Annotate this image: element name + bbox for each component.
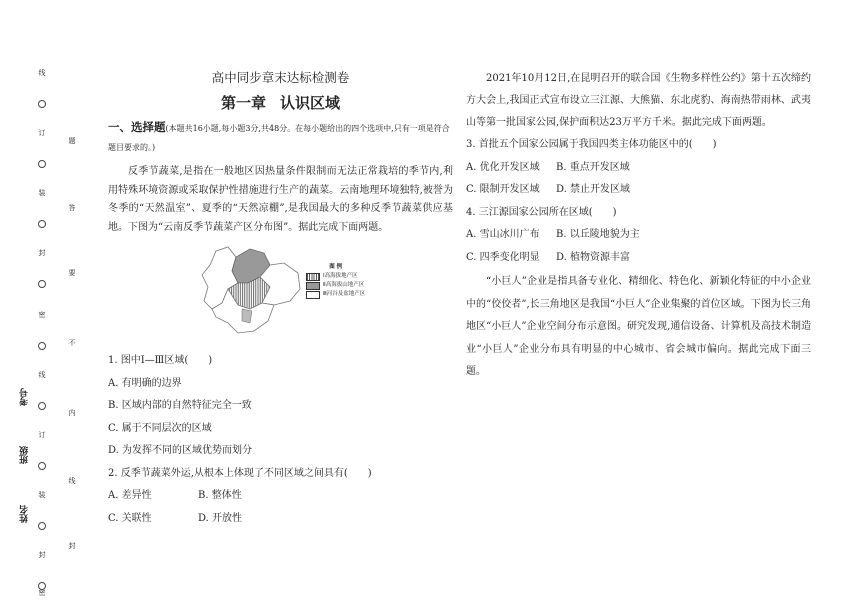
binding-hole-circle	[38, 522, 46, 530]
binding-char: 封	[38, 249, 46, 257]
binding-margin	[0, 0, 100, 608]
binding-char: 装	[38, 491, 46, 499]
binding-hole-circle	[38, 342, 46, 350]
binding-char: 线	[38, 371, 46, 379]
legend-title: 图 例	[329, 264, 343, 270]
question-4-option[interactable]: C. 四季变化明显	[466, 251, 540, 263]
exam-number-label: 考号	[20, 388, 30, 406]
question-3-option[interactable]: A. 优化开发区域	[466, 161, 540, 173]
question-1-stem: 1. 图中Ⅰ—Ⅲ区域( )	[108, 355, 213, 366]
question-1-option[interactable]: B. 区域内部的自然特征完全一致	[108, 400, 252, 411]
question-4-option[interactable]: A. 雪山冰川广布	[466, 229, 540, 240]
binding-hole-circle	[38, 160, 46, 168]
passage-little-giants: “小巨人”企业是指具备专业化、精细化、特色化、新颖化特征的中小企业中的“佼佼者”,长三角地区是我国“小巨人”企业集聚的首位区域。下图为长三角地区“小巨人”企业空间分布示意图。研究发现,通信设备、计算机及高技术制造业“小巨人”企业分布具有明显的中心城市、省会城市偏向。据此完成下面三题。	[466, 276, 811, 377]
legend-item	[306, 281, 365, 290]
legend-label: Ⅲ河谷及盆地产区	[323, 291, 366, 297]
question-1-option[interactable]: D. 为发挥不同的区域优势而划分	[108, 445, 253, 456]
question-2-option[interactable]: C. 关联性	[108, 512, 152, 524]
question-3-stem: 3. 首批五个国家公园属于我国四类主体功能区中的( )	[466, 139, 717, 150]
question-1-option[interactable]: A. 有明确的边界	[108, 377, 182, 389]
left-column	[108, 68, 453, 530]
binding-char: 密	[38, 589, 46, 597]
binding-hole-circle	[38, 462, 46, 470]
binding-char: 线	[38, 69, 46, 77]
binding-char: 订	[38, 431, 46, 439]
binding-char: 内	[68, 409, 76, 417]
right-column	[466, 68, 811, 384]
question-3-option[interactable]: C. 限制开发区域	[466, 184, 540, 195]
binding-char: 线	[68, 477, 76, 485]
question-3-options-row	[466, 157, 811, 180]
class-label: 班级	[20, 446, 30, 464]
binding-hole-circle	[38, 100, 46, 108]
exam-title: 高中同步章末达标检测卷	[211, 70, 350, 85]
section-heading	[108, 118, 453, 157]
question-3-option[interactable]: D. 禁止开发区域	[556, 184, 631, 195]
yunnan-vegetable-map	[198, 243, 398, 338]
binding-char: 封	[68, 542, 76, 550]
chapter-title	[108, 92, 453, 113]
question-2-option[interactable]: A. 差异性	[108, 490, 152, 501]
passage-vegetables: 反季节蔬菜,是指在一般地区因热量条件限制而无法正常栽培的季节内,利用特殊环境资源或采取保护性措施进行生产的蔬菜。云南地理环境独特,被誉为冬季的“天然温室”、夏季的“天然凉棚”,是我国最大的多种反季节蔬菜供应基地。下图为“云南反季节蔬菜产区分布图”。据此完成下面两题。	[108, 166, 453, 233]
binding-char: 密	[38, 311, 46, 319]
map-legend	[306, 263, 365, 299]
binding-hole-circle	[38, 220, 46, 228]
question-3-options-row	[466, 179, 811, 202]
yunnan-map-shape	[198, 243, 308, 338]
chapter-name: 认识区域	[280, 94, 341, 112]
binding-hole-circle	[38, 402, 46, 410]
legend-label: Ⅰ高海拔地产区	[323, 273, 358, 279]
question-2-option[interactable]: D. 开放性	[198, 512, 243, 524]
question-4-options-row	[466, 224, 811, 247]
chapter-number: 第一章	[220, 94, 266, 112]
binding-char: 订	[38, 129, 46, 137]
question-3-option[interactable]: B. 重点开发区域	[556, 161, 630, 173]
legend-item	[306, 290, 365, 299]
question-2-options-row	[108, 508, 453, 531]
question-4-option[interactable]: B. 以丘陵地貌为主	[556, 229, 640, 240]
binding-char: 不	[68, 339, 76, 347]
name-label: 姓名	[20, 505, 30, 523]
binding-char: 要	[68, 269, 76, 277]
binding-char: 答	[68, 204, 76, 212]
section-note: (本题共16小题,每小题3分,共48分。在每小题给出的四个选项中,只有一项是符合题目要求的。)	[108, 124, 450, 152]
question-2-options-row	[108, 485, 453, 508]
binding-char: 装	[38, 189, 46, 197]
binding-char: 题	[68, 137, 76, 145]
question-2-option[interactable]: B. 整体性	[198, 490, 242, 501]
question-4-option[interactable]: D. 植物资源丰富	[556, 251, 631, 263]
legend-label: Ⅱ高海拔山地产区	[323, 282, 365, 288]
question-2-stem: 2. 反季节蔬菜外运,从根本上体现了不同区域之间具有( )	[108, 467, 372, 479]
section-title: 一、选择题	[108, 120, 166, 134]
question-4-stem: 4. 三江源国家公园所在区域( )	[466, 206, 617, 218]
question-4-options-row	[466, 247, 811, 270]
binding-char: 封	[38, 551, 46, 559]
question-1-option[interactable]: C. 属于不同层次的区域	[108, 422, 212, 434]
legend-item	[306, 272, 365, 281]
passage-national-parks: 2021年10月12日,在昆明召开的联合国《生物多样性公约》第十五次缔约方大会上,我国正式宣布设立三江源、大熊猫、东北虎豹、海南热带雨林、武夷山等第一批国家公园,保护面积达23万平方千米。据此完成下面两题。	[466, 73, 811, 128]
binding-hole-circle	[38, 280, 46, 288]
